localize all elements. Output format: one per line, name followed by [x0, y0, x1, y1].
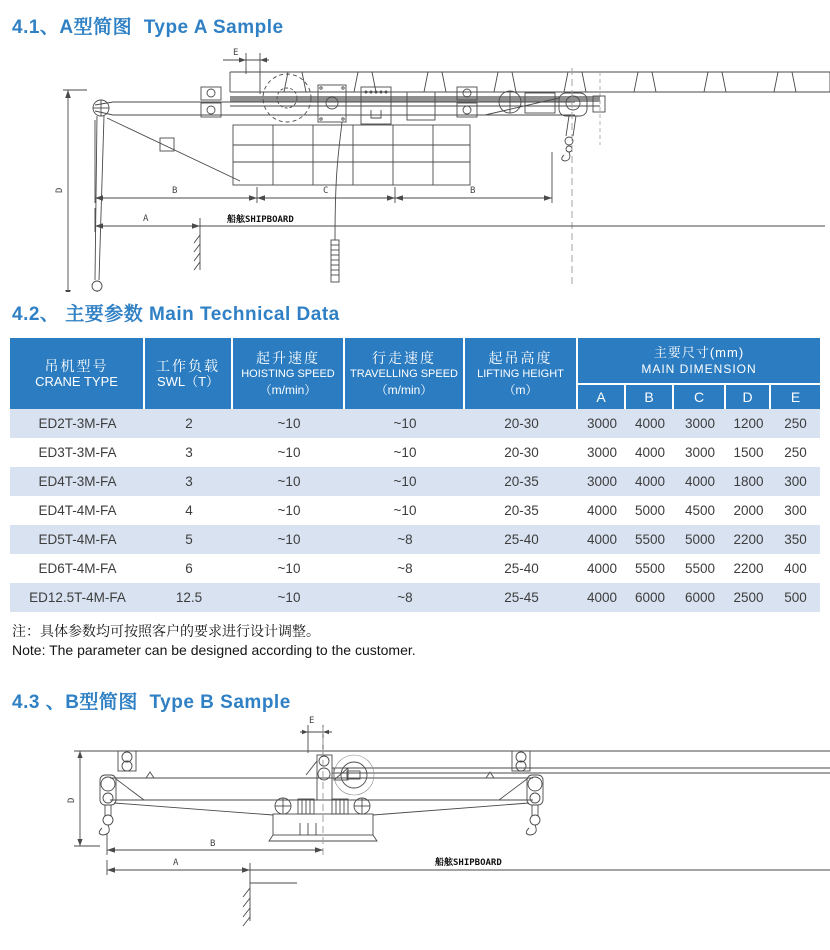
cell-D: 2000	[733, 503, 764, 518]
cell-height: 25-40	[504, 561, 539, 576]
dim-label-d: D	[55, 187, 65, 193]
dim-label-a: A	[143, 214, 149, 224]
cell-type: ED5T-4M-FA	[38, 532, 117, 547]
technical-data-table	[10, 338, 820, 612]
cell-D: 1800	[733, 474, 764, 489]
header-swl: 工作负载 SWL（T）	[145, 338, 233, 409]
dim-label-e: E	[233, 48, 239, 58]
cell-hoist: ~10	[277, 474, 301, 489]
cell-B: 6000	[634, 590, 666, 605]
dimension-subheader	[578, 385, 820, 409]
cell-E: 250	[784, 416, 807, 431]
header-main-dimension: 主要尺寸(mm) MAIN DIMENSION A B C D E	[578, 338, 820, 409]
dim-label-c: C	[323, 186, 329, 196]
cell-type: ED3T-3M-FA	[38, 445, 117, 460]
table-row-ED3T-3M-FA	[10, 438, 820, 467]
cell-travel: ~8	[397, 590, 413, 605]
cell-A: 4000	[586, 561, 618, 576]
cell-E: 300	[784, 503, 807, 518]
cell-C: 5500	[684, 561, 716, 576]
section-title-main-data: 4.2、 主要参数 Main Technical Data	[12, 304, 340, 325]
cell-E: 500	[784, 590, 807, 605]
cell-D: 2200	[733, 561, 764, 576]
cell-D: 1200	[733, 416, 764, 431]
cell-swl: 3	[185, 474, 193, 489]
dim-label-b: B	[210, 839, 216, 849]
subheader-b: B	[626, 385, 674, 409]
dim-label-b2: B	[470, 186, 476, 196]
cell-D: 2200	[733, 532, 764, 547]
cell-travel: ~8	[397, 532, 413, 547]
cell-type: ED4T-4M-FA	[38, 503, 117, 518]
subheader-e: E	[790, 389, 801, 405]
cell-type: ED4T-3M-FA	[38, 474, 117, 489]
header-lifting-height: 起吊高度 LIFTING HEIGHT （m）	[465, 338, 578, 409]
cell-B: 5500	[634, 561, 666, 576]
cell-hoist: ~10	[277, 590, 301, 605]
cell-A: 4000	[586, 503, 618, 518]
cell-hoist: ~10	[277, 445, 301, 460]
cell-swl: 3	[185, 445, 193, 460]
note-zh: 注：具体参数均可按照客户的要求进行设计调整。	[12, 623, 320, 639]
dim-label-d: D	[67, 797, 77, 803]
header-hoisting-speed: 起升速度 HOISTING SPEED （m/min）	[233, 338, 345, 409]
cell-hoist: ~10	[277, 416, 301, 431]
cell-B: 4000	[634, 445, 666, 460]
cell-height: 20-30	[504, 416, 539, 431]
cell-type: ED2T-3M-FA	[38, 416, 117, 431]
cell-swl: 6	[185, 561, 193, 576]
cell-B: 4000	[634, 474, 666, 489]
cell-travel: ~10	[393, 416, 417, 431]
shipboard-label: 船舷SHIPBOARD	[227, 215, 294, 225]
note-en: Note: The parameter can be designed according to the customer.	[12, 642, 416, 658]
section-title-type-a: 4.1、A型简图 Type A Sample	[12, 17, 284, 38]
cell-D: 2500	[733, 590, 764, 605]
cell-B: 4000	[634, 416, 666, 431]
table-row-ED4T-3M-FA	[10, 467, 820, 496]
cell-B: 5500	[634, 532, 666, 547]
cell-height: 20-30	[504, 445, 539, 460]
cell-A: 3000	[586, 474, 618, 489]
cell-swl: 5	[185, 532, 193, 547]
header-travelling-speed: 行走速度 TRAVELLING SPEED （m/min）	[345, 338, 465, 409]
cell-hoist: ~10	[277, 561, 301, 576]
section-title-type-b: 4.3 、B型简图 Type B Sample	[12, 692, 291, 713]
table-row-ED4T-4M-FA	[10, 496, 820, 525]
subheader-d: D	[726, 385, 771, 409]
cell-A: 4000	[586, 532, 618, 547]
cell-C: 5000	[684, 532, 716, 547]
cell-travel: ~10	[393, 474, 417, 489]
table-body	[10, 409, 820, 612]
cell-type: ED12.5T-4M-FA	[29, 590, 126, 605]
cell-C: 3000	[684, 445, 716, 460]
cell-E: 400	[784, 561, 807, 576]
cell-swl: 4	[185, 503, 193, 518]
dim-label-a: A	[173, 858, 179, 868]
cell-swl: 12.5	[175, 590, 203, 605]
type-b-crane-drawing	[60, 713, 830, 950]
dim-label-e: E	[309, 716, 315, 726]
cell-height: 20-35	[504, 503, 539, 518]
cell-hoist: ~10	[277, 532, 301, 547]
cell-travel: ~10	[393, 503, 417, 518]
cell-E: 300	[784, 474, 807, 489]
dim-label-b1: B	[172, 186, 178, 196]
cell-A: 3000	[586, 416, 618, 431]
type-a-crane-drawing	[55, 40, 830, 292]
cell-E: 350	[784, 532, 807, 547]
note-block	[12, 622, 416, 660]
table-row-ED12.5T-4M-FA	[10, 583, 820, 612]
cell-B: 5000	[634, 503, 666, 518]
table-row-ED5T-4M-FA	[10, 525, 820, 554]
cell-C: 6000	[684, 590, 716, 605]
table-row-ED6T-4M-FA	[10, 554, 820, 583]
table-header	[10, 338, 820, 409]
cell-A: 4000	[586, 590, 618, 605]
subheader-c: C	[674, 385, 726, 409]
cell-C: 4000	[684, 474, 716, 489]
cell-D: 1500	[733, 445, 764, 460]
cell-height: 25-40	[504, 532, 539, 547]
cell-C: 3000	[684, 416, 716, 431]
cell-type: ED6T-4M-FA	[38, 561, 117, 576]
table-row-ED2T-3M-FA	[10, 409, 820, 438]
cell-travel: ~10	[393, 445, 417, 460]
cell-height: 25-45	[504, 590, 539, 605]
cell-travel: ~8	[397, 561, 413, 576]
cell-swl: 2	[185, 416, 193, 431]
shipboard-label: 船舷SHIPBOARD	[435, 858, 502, 868]
subheader-a: A	[578, 385, 626, 409]
cell-C: 4500	[684, 503, 716, 518]
cell-hoist: ~10	[277, 503, 301, 518]
header-crane-type: 吊机型号 CRANE TYPE	[10, 338, 145, 409]
cell-height: 20-35	[504, 474, 539, 489]
cell-E: 250	[784, 445, 807, 460]
cell-A: 3000	[586, 445, 618, 460]
